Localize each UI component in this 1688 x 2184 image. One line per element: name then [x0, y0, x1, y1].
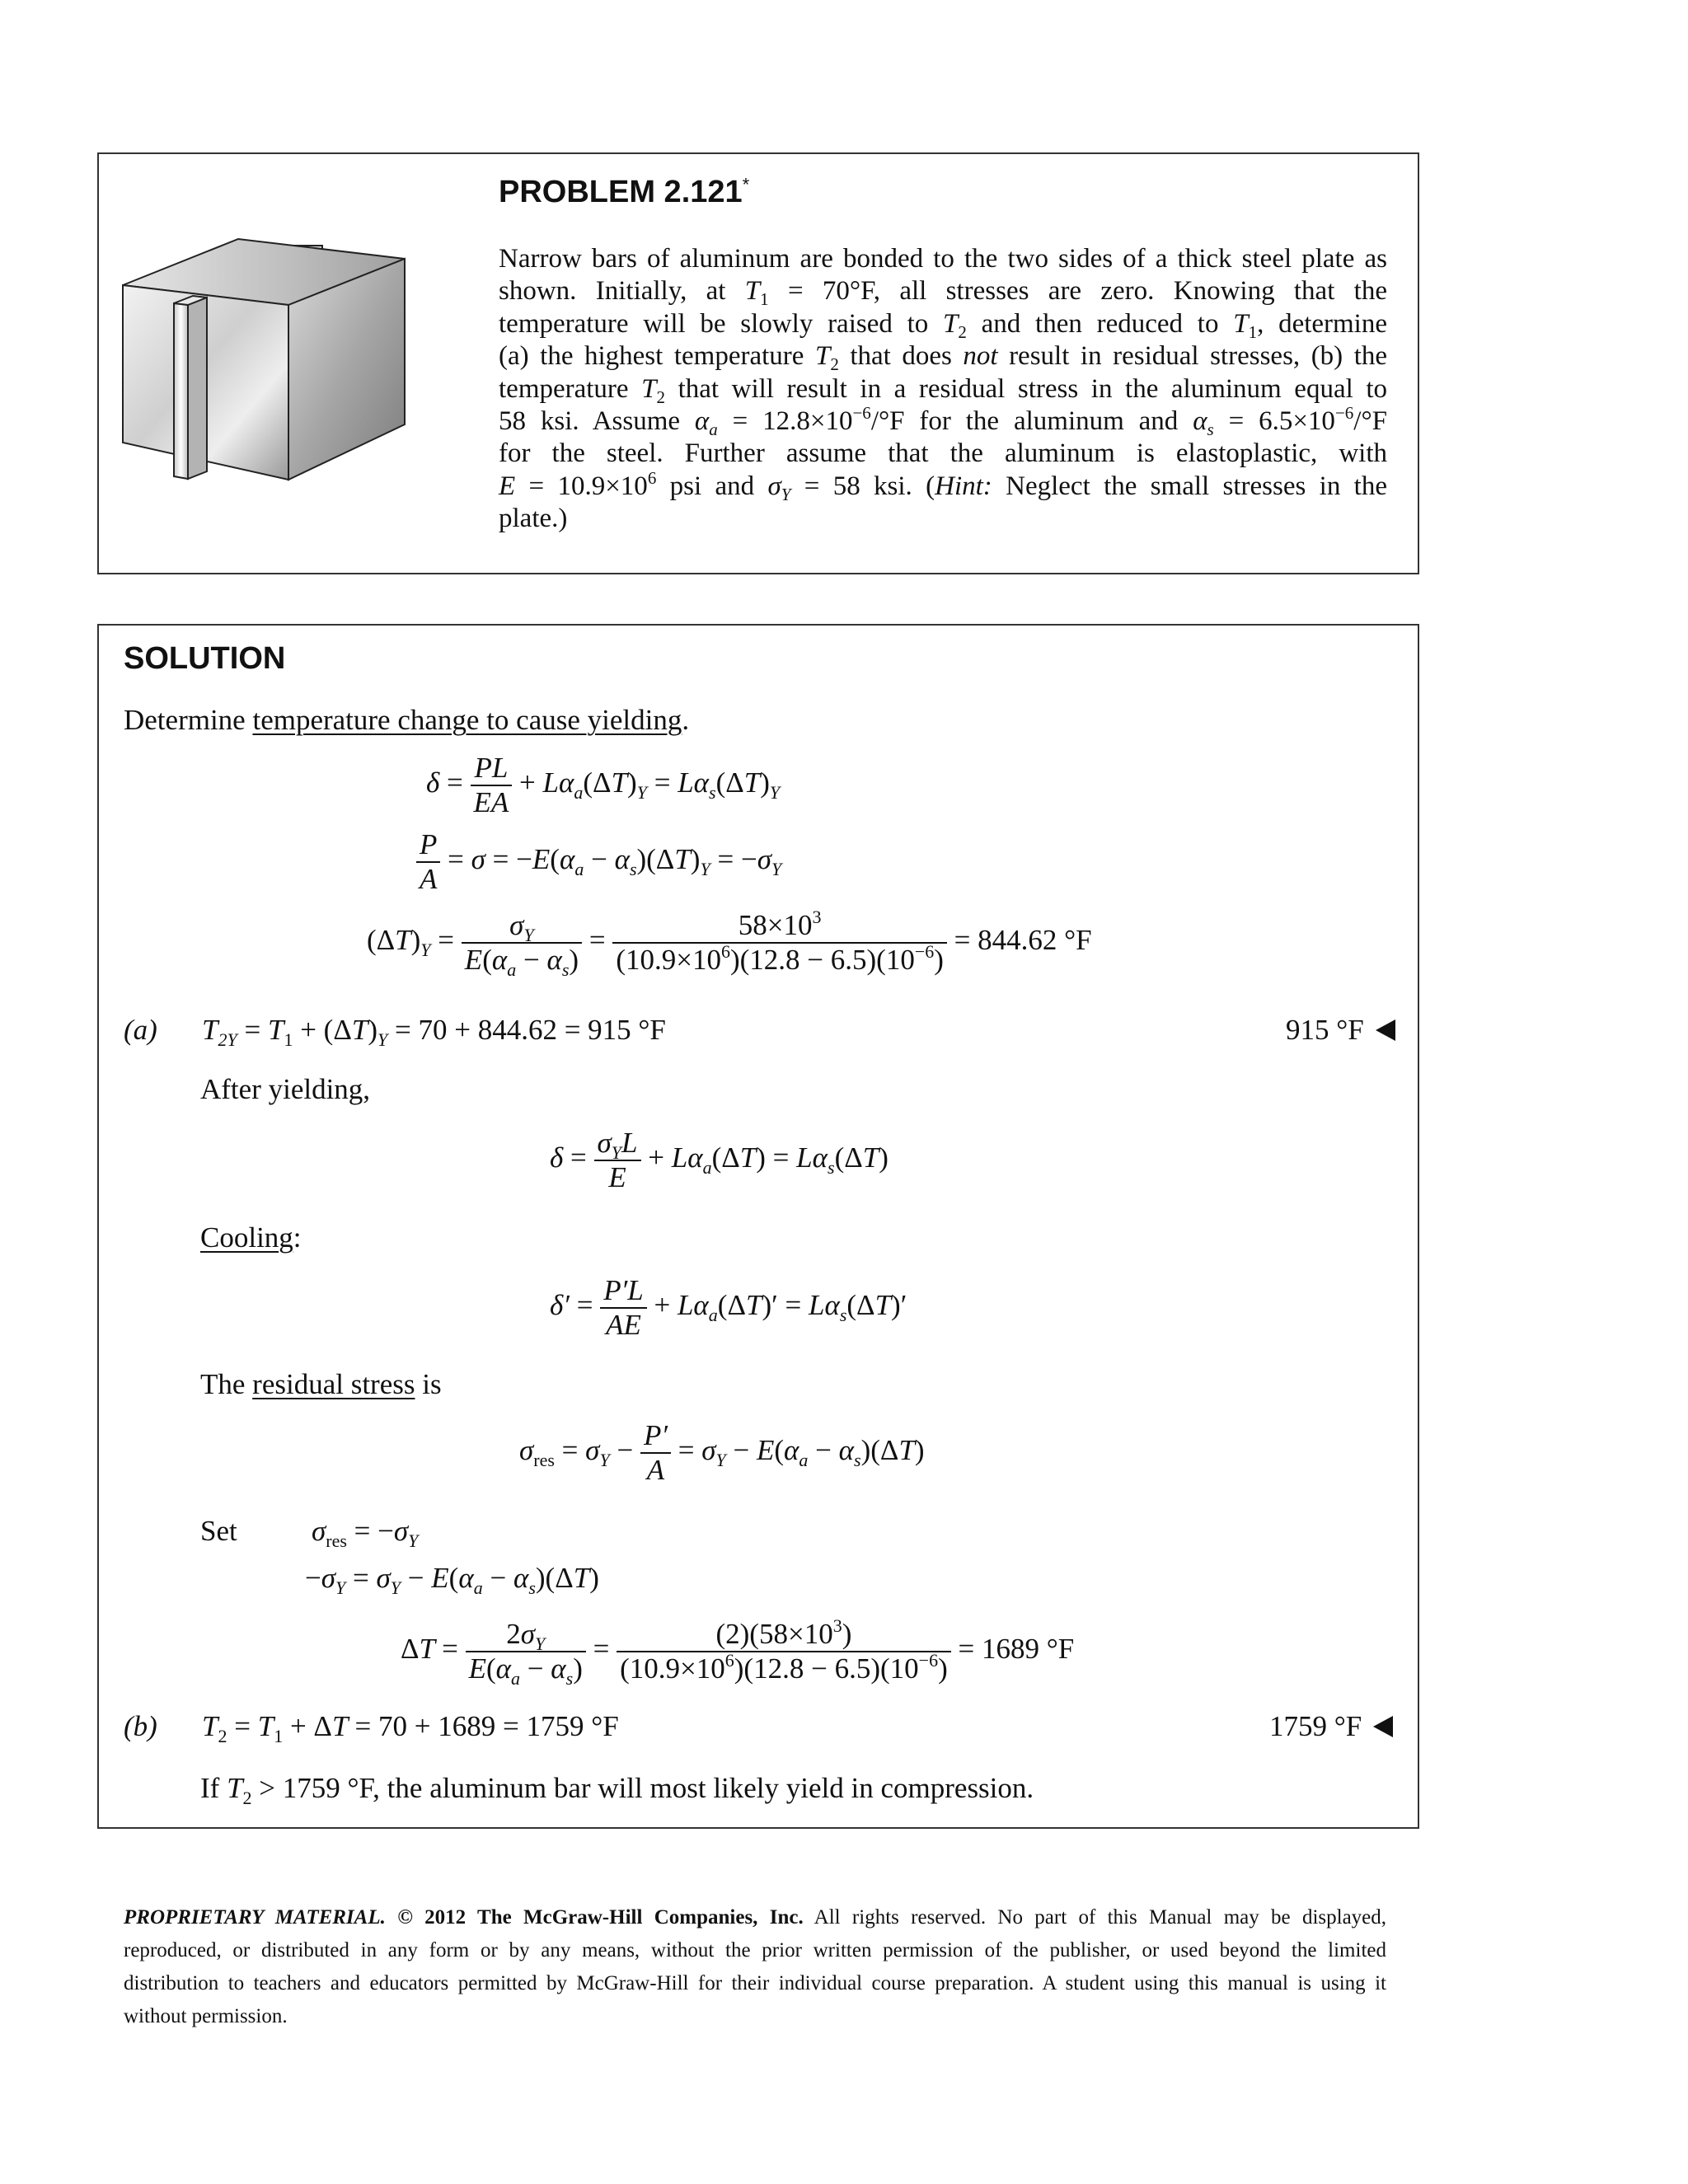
equation-delta-t: ΔT = $\frac{2\sigma_Y}{E(\alpha_a - \alpha_s)}$ = $\frac{(2)(58\times 10^3)}{(10.9\times 10^6)(12.8 - 6.5)(10^{-6})}$ = 1689 °F [401, 1615, 1075, 1689]
equation-delta-cooling: δ′ = $\frac{P'L}{AE}$ + $L\alpha_a(\Delta T)' = L\alpha_s(\Delta T)'$ [550, 1274, 907, 1341]
problem-title: PROBLEM 2.121* [499, 174, 750, 209]
conclusion-text: If $T_2 > 1759$ °F, the aluminum bar will most likely yield in compression. [200, 1772, 1034, 1808]
statement-line-7: for the steel. Further assume that the aluminum is elastoplastic, with [499, 438, 1387, 469]
solution-intro: Determine temperature change to cause yielding. [124, 704, 690, 736]
part-b-label: (b) [124, 1710, 157, 1742]
equation-t2y: $T_{2Y} = T_1 + (\Delta T)_Y = 70 + 844.62 = 915$ °F [202, 1014, 666, 1050]
solution-title: SOLUTION [124, 641, 286, 676]
statement-line-5: temperature $T_2$ that will result in a residual stress in the aluminum equal to [499, 373, 1387, 407]
footer-line-2: reproduced, or distributed in any form or by any means, without the prior written permission of the publisher, or used beyond the limited [124, 1939, 1386, 1961]
answer-b: 1759 °F [1269, 1710, 1393, 1743]
equation-set-residual: $\sigma_{res} = -\sigma_Y$ [312, 1515, 419, 1551]
equation-stress-yield: $\frac{P}{A}$ = $\sigma = -E(\alpha_a - \alpha_s)(\Delta T)_Y = -\sigma_Y$ [416, 828, 781, 896]
residual-stress-text: The residual stress is [200, 1368, 442, 1400]
equation-residual-stress: $\sigma_{res} = \sigma_Y$ − $\frac{P'}{A}$ = $\sigma_Y - E(\alpha_a - \alpha_s)(\Delta T)$ [519, 1419, 925, 1486]
equation-delta-after-yield: δ = $\frac{\sigma_YL}{E}$ + $L\alpha_a(\Delta T) = L\alpha_s(\Delta T)$ [550, 1127, 889, 1193]
equation-t2: $T_2 = T_1 + \Delta T = 70 + 1689 = 1759$ °F [202, 1710, 619, 1746]
statement-line-4: (a) the highest temperature $T_2$ that does not result in residual stresses, (b) the [499, 341, 1388, 375]
cooling-label: Cooling: [200, 1221, 302, 1254]
footer-line-4: without permission. [124, 2005, 288, 2027]
set-label: Set [200, 1515, 237, 1547]
footer-line-1: PROPRIETARY MATERIAL. © 2012 The McGraw-Hill Companies, Inc. All rights reserved. No part of this Manual may be displayed, [124, 1906, 1387, 1929]
problem-statement [499, 243, 1387, 536]
statement-line-9: plate.) [499, 504, 568, 534]
statement-line-6: 58 ksi. Assume $\alpha_a = 12.8\times 10^{-6}/^\circ F$ for the aluminum and $\alpha_s = 6.5\times 10^{-6}/^\circ F$ [499, 403, 1387, 440]
copyright-footer [124, 1901, 1386, 2033]
footer-line-3: distribution to teachers and educators permitted by McGraw-Hill for their individual course preparation. A student using this manual is using it [124, 1972, 1386, 1994]
answer-a-marker-icon [1376, 1019, 1395, 1041]
statement-line-1: Narrow bars of aluminum are bonded to the two sides of a thick steel plate as [499, 244, 1387, 274]
statement-line-3: temperature will be slowly raised to $T_2$ and then reduced to $T_1$, determine [499, 308, 1387, 342]
after-yielding-text: After yielding, [200, 1073, 371, 1105]
answer-b-marker-icon [1373, 1716, 1393, 1737]
equation-delta-t-yield: $(\Delta T)_Y$ = $\frac{\sigma_Y}{E(\alpha_a - \alpha_s)}$ = $\frac{58\times 10^3}{(10.9\times 10^6)(12.8 - 6.5)(10^{-6})}$ = 844.62 °F [367, 907, 1092, 980]
statement-line-8: $E = 10.9\times 10^6$ psi and $\sigma_Y = 58$ ksi. (Hint: Neglect the small stresses in the [499, 467, 1387, 504]
statement-line-2: shown. Initially, at $T_1 = 70^\circ F$, all stresses are zero. Knowing that the [499, 276, 1387, 310]
part-a-label: (a) [124, 1014, 157, 1046]
equation-solve-delta-t: $-\sigma_Y = \sigma_Y - E(\alpha_a - \alpha_s)(\Delta T)$ [305, 1562, 599, 1598]
steel-plate-figure [118, 232, 464, 490]
answer-a: 915 °F [1286, 1014, 1395, 1047]
equation-delta-yield: δ = $\frac{PL}{EA}$ + $L\alpha_a(\Delta T)_Y = L\alpha_s(\Delta T)_Y$ [426, 752, 781, 818]
